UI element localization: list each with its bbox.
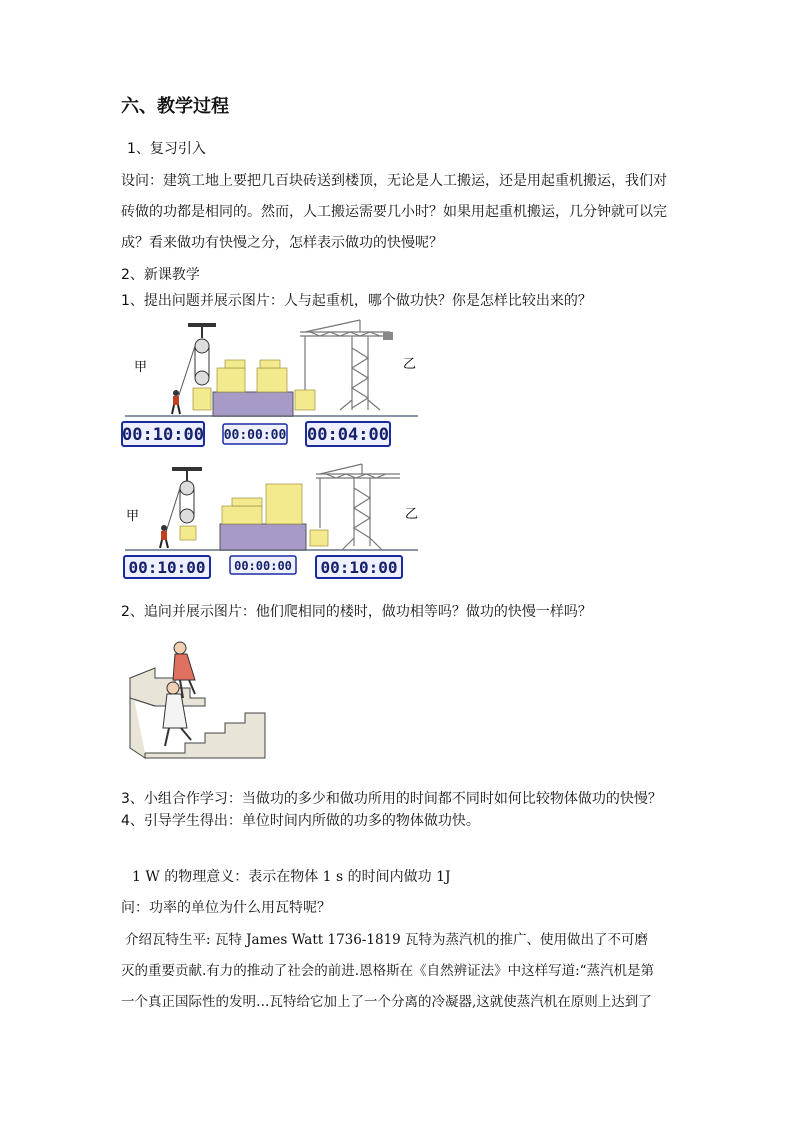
svg-text:00:10:00: 00:10:00 <box>122 425 204 445</box>
label-jia: 甲 <box>126 509 140 524</box>
svg-text:00:10:00: 00:10:00 <box>128 558 206 577</box>
platform <box>213 392 293 416</box>
label-jia: 甲 <box>134 360 148 375</box>
step-2: 2、追问并展示图片：他们爬相同的楼时，做功相等吗？做功的快慢一样吗？ <box>121 604 592 620</box>
stairs-icon <box>130 668 265 758</box>
watt-meaning: 1 W 的物理意义：表示在物体 1 s 的时间内做功 1J <box>132 869 451 885</box>
label-yi: 乙 <box>403 357 417 372</box>
review-line-3: 成？看来做功有快慢之分，怎样表示做功的快慢呢？ <box>121 235 443 251</box>
watt-bio-line-1: 介绍瓦特生平: 瓦特 James Watt 1736-1819 瓦特为蒸汽机的推广、使用做出了不可磨 <box>125 932 649 948</box>
svg-text:00:04:00: 00:04:00 <box>307 425 389 445</box>
watt-bio-line-2: 灭的重要贡献.有力的推动了社会的前进.恩格斯在《自然辨证法》中这样写道:“蒸汽机是第 <box>121 963 655 979</box>
timer-left <box>124 556 210 578</box>
step-3: 3、小组合作学习：当做功的多少和做功所用的时间都不同时如何比较物体做功的快慢？ <box>121 791 662 807</box>
new-lesson-heading: 2、新课教学 <box>121 267 200 283</box>
timer-middle <box>230 556 296 574</box>
label-yi: 乙 <box>405 507 419 522</box>
svg-text:00:10:00: 00:10:00 <box>320 558 398 577</box>
watt-bio-line-3: 一个真正国际性的发明…瓦特给它加上了一个分离的冷凝器,这就使蒸汽机在原则上达到了 <box>121 994 652 1010</box>
worker-icon <box>160 525 168 548</box>
step-4: 4、引导学生得出：单位时间内所做的功多的物体做功快。 <box>121 813 480 829</box>
review-line-2: 砖做的功都是相同的。然而，人工搬运需要几小时？如果用起重机搬运，几分钟就可以完 <box>121 204 667 220</box>
crane-icon <box>316 464 400 550</box>
watt-question: 问：功率的单位为什么用瓦特呢？ <box>121 900 331 916</box>
section-title: 六、教学过程 <box>121 96 229 117</box>
worker-icon <box>172 390 180 414</box>
svg-text:00:00:00: 00:00:00 <box>234 559 292 573</box>
timer-left <box>122 422 204 446</box>
step-1: 1、提出问题并展示图片：人与起重机，哪个做功快？你是怎样比较出来的？ <box>121 293 592 309</box>
svg-text:00:00:00: 00:00:00 <box>223 428 287 443</box>
work-comparison-figure-1 <box>120 318 420 448</box>
review-line-1: 设问：建筑工地上要把几百块砖送到楼顶，无论是人工搬运，还是用起重机搬运，我们对 <box>121 173 667 189</box>
pulley-icon <box>166 467 202 540</box>
brick-stack <box>217 360 287 392</box>
timer-right <box>316 556 402 578</box>
brick-stack <box>222 484 302 524</box>
platform <box>220 524 306 550</box>
timer-middle <box>223 424 287 444</box>
work-comparison-figure-2 <box>120 462 420 582</box>
pulley-icon <box>178 323 216 410</box>
stairs-climbing-illustration <box>125 628 275 768</box>
review-heading: 1、复习引入 <box>127 141 206 157</box>
timer-right <box>306 422 390 446</box>
